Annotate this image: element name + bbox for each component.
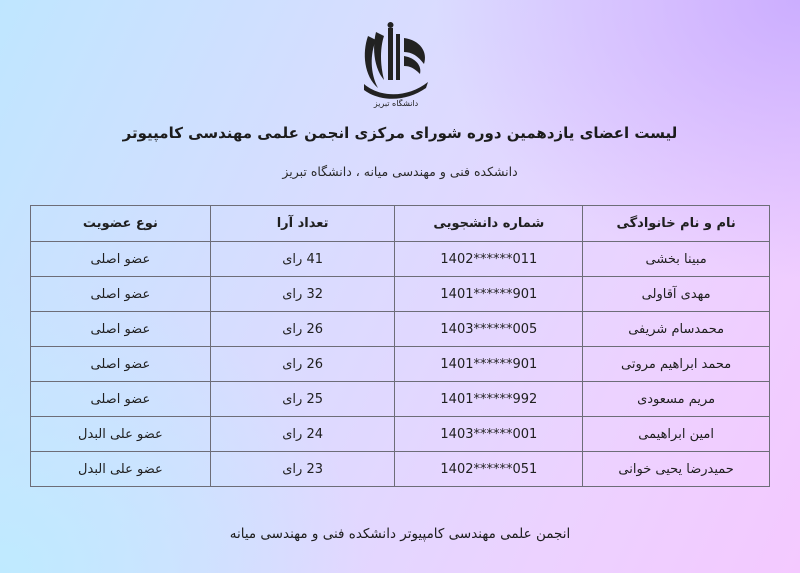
table-row [31,242,770,277]
vote-count: 26 رای [210,312,395,347]
footer-text: انجمن علمی مهندسی کامپیوتر دانشکده فنی و مهندسی میانه [229,526,571,542]
membership-type: عضو اصلی [31,347,211,382]
table-header-row [31,206,770,242]
member-name: مبینا بخشی [583,242,770,277]
university-logo [358,18,434,108]
vote-count: 24 رای [210,417,395,452]
member-name: حمیدرضا یحیی خوانی [583,452,770,487]
student-id: 1402******011 [440,251,538,267]
student-id: 1402******051 [440,461,538,477]
table-row [31,347,770,382]
header-student-id: شماره دانشجویی [395,206,583,242]
student-id: 1403******001 [440,426,538,442]
member-name: مریم مسعودی [583,382,770,417]
vote-count: 26 رای [210,347,395,382]
membership-type: عضو اصلی [31,312,211,347]
student-id: 1403******005 [440,321,538,337]
page-subtitle: دانشکده فنی و مهندسی میانه ، دانشگاه تبریز [282,164,518,179]
membership-type: عضو اصلی [31,382,211,417]
table-row [31,452,770,487]
student-id: 1401******901 [440,356,538,372]
student-id: 1401******901 [440,286,538,302]
table-row [31,312,770,347]
member-name: امین ابراهیمی [583,417,770,452]
vote-count: 25 رای [210,382,395,417]
membership-type: عضو اصلی [31,277,211,312]
member-name: محمدسام شریفی [583,312,770,347]
member-name: محمد ابراهیم مروتی [583,347,770,382]
logo-caption: دانشگاه تبریز [373,99,419,108]
table-row [31,382,770,417]
vote-count: 32 رای [210,277,395,312]
table-row [31,277,770,312]
header-name: نام و نام خانوادگی [583,206,770,242]
vote-count: 23 رای [210,452,395,487]
student-id: 1401******992 [440,391,538,407]
header-membership: نوع عضویت [31,206,211,242]
membership-type: عضو اصلی [31,242,211,277]
header-votes: تعداد آرا [210,206,395,242]
page-title: لیست اعضای یازدهمین دوره شورای مرکزی انجمن علمی مهندسی کامپیوتر [122,124,678,142]
member-name: مهدی آقاولی [583,277,770,312]
members-table [30,205,770,487]
membership-type: عضو علی البدل [31,452,211,487]
membership-type: عضو علی البدل [31,417,211,452]
vote-count: 41 رای [210,242,395,277]
tabriz-university-emblem-icon [358,18,434,108]
table-row [31,417,770,452]
